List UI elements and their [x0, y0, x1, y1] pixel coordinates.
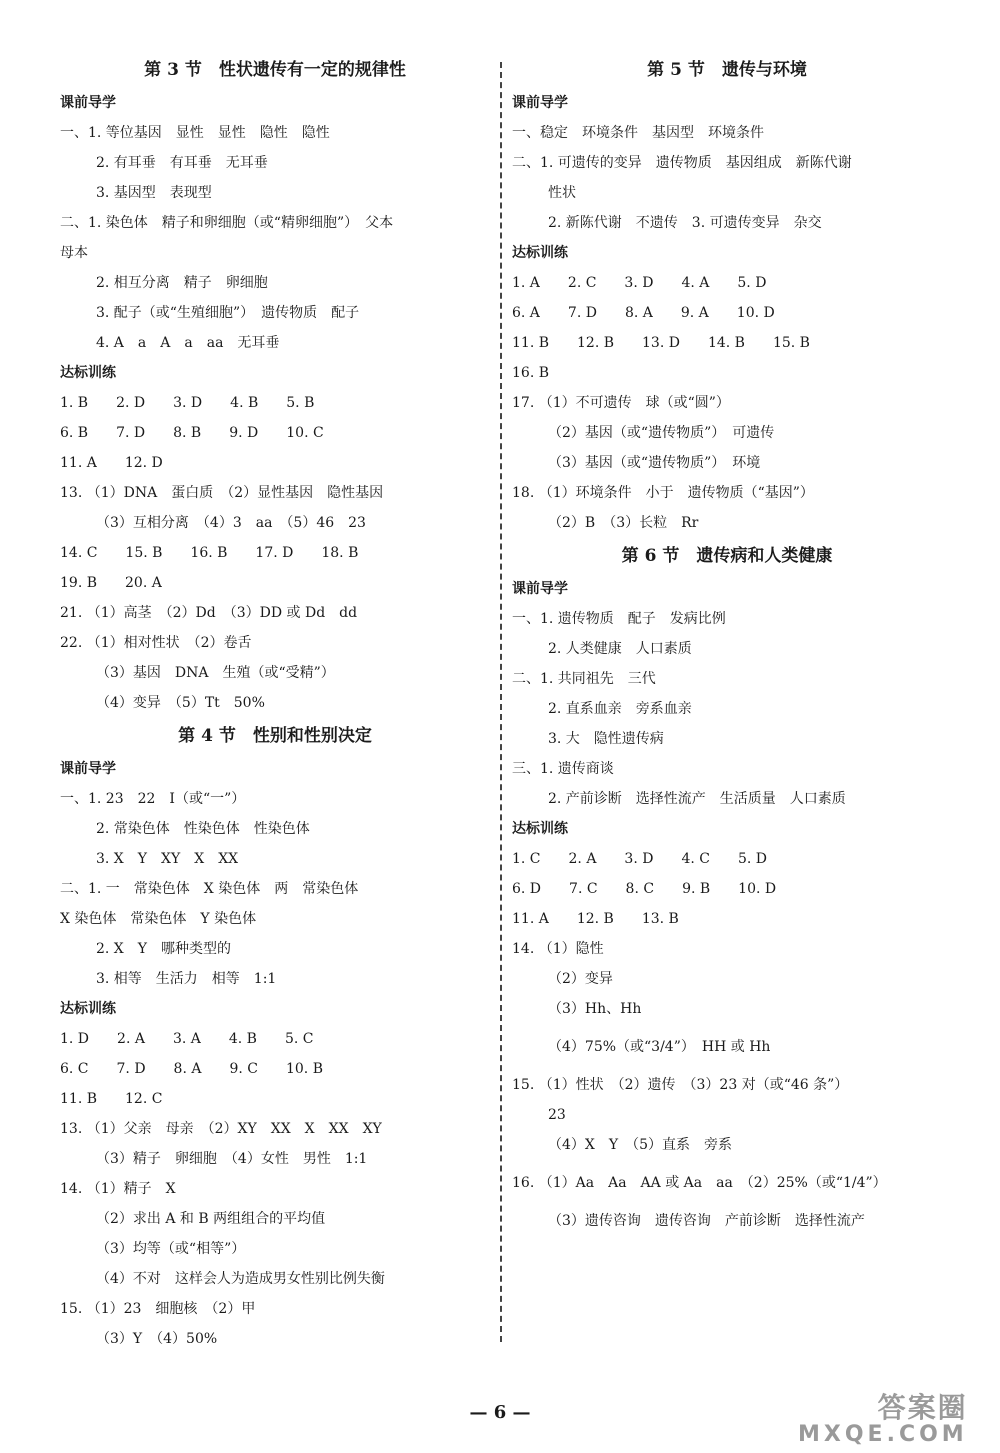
- answer-line: （4）不对 这样会人为造成男女性别比例失衡: [96, 1271, 385, 1287]
- answer-line: 1. B 2. D 3. D 4. B 5. B: [60, 395, 315, 411]
- answer-line: 14. C 15. B 16. B 17. D 18. B: [60, 545, 359, 561]
- answer-line: （3）基因（或“遗传物质”） 环境: [548, 455, 761, 471]
- answer-line: 6. C 7. D 8. A 9. C 10. B: [60, 1061, 323, 1077]
- answer-line: 11. A 12. B 13. B: [512, 911, 679, 927]
- answer-line: 2. 常染色体 性染色体 性染色体: [96, 821, 310, 837]
- answer-line: （3）基因 DNA 生殖（或“受精”）: [96, 665, 335, 681]
- answer-line: 17. （1）不可遗传 球（或“圆”）: [512, 395, 730, 411]
- answer-line: 13. （1）父亲 母亲 （2）XY XX X XX XY: [60, 1121, 382, 1137]
- section-6-title: 第 6 节 遗传病和人类健康: [621, 546, 833, 566]
- answer-line: 2. 产前诊断 选择性流产 生活质量 人口素质: [548, 791, 846, 807]
- answer-line: 3. 配子（或“生殖细胞”） 遗传物质 配子: [96, 305, 360, 321]
- answer-line: 三、1. 遗传商谈: [512, 761, 614, 777]
- answer-line: （3）互相分离 （4）3 aa （5）46 23: [96, 515, 366, 531]
- answer-line: （4）75%（或“3/4”） HH 或 Hh: [548, 1039, 771, 1055]
- answer-line: 1. C 2. A 3. D 4. C 5. D: [512, 851, 768, 867]
- answer-line: 13. （1）DNA 蛋白质 （2）显性基因 隐性基因: [60, 485, 384, 501]
- answer-line: 一、稳定 环境条件 基因型 环境条件: [512, 125, 764, 141]
- answer-line: 2. 新陈代谢 不遗传 3. 可遗传变异 杂交: [548, 215, 822, 231]
- answer-line: 1. A 2. C 3. D 4. A 5. D: [512, 275, 767, 291]
- answer-line: 1. D 2. A 3. A 4. B 5. C: [60, 1031, 314, 1047]
- section-6-pre-heading: 课前导学: [512, 581, 568, 597]
- answer-line: 一、1. 遗传物质 配子 发病比例: [512, 611, 726, 627]
- answer-line: 6. D 7. C 8. C 9. B 10. D: [512, 881, 777, 897]
- answer-line: 一、1. 23 22 I（或“一”）: [60, 791, 246, 807]
- answer-line: 15. （1）23 细胞核 （2）甲: [60, 1301, 256, 1317]
- answer-line: 3. 基因型 表现型: [96, 185, 212, 201]
- answer-line: 16. B: [512, 365, 550, 381]
- answer-line: 3. 相等 生活力 相等 1:1: [96, 971, 277, 987]
- section-3-pre-heading: 课前导学: [60, 95, 116, 111]
- watermark-logo: [798, 1393, 968, 1447]
- answer-line: 19. B 20. A: [60, 575, 162, 591]
- answer-line: 二、1. 染色体 精子和卵细胞（或“精卵细胞”） 父本: [60, 215, 394, 231]
- answer-line: 2. 直系血亲 旁系血亲: [548, 701, 692, 717]
- page-number: — 6 —: [469, 1402, 531, 1423]
- answer-line: 性状: [548, 185, 576, 201]
- answer-line: （3）Hh、Hh: [548, 1001, 642, 1017]
- answer-line: 2. 相互分离 精子 卵细胞: [96, 275, 268, 291]
- answer-line: 一、1. 等位基因 显性 显性 隐性 隐性: [60, 125, 330, 141]
- answer-line: （3）均等（或“相等”）: [96, 1241, 246, 1257]
- left-column: [60, 52, 490, 1354]
- answer-line: X 染色体 常染色体 Y 染色体: [60, 911, 257, 927]
- section-5-train-heading: 达标训练: [512, 245, 568, 261]
- answer-line: 6. B 7. D 8. B 9. D 10. C: [60, 425, 324, 441]
- answer-line: （3）精子 卵细胞 （4）女性 男性 1:1: [96, 1151, 368, 1167]
- watermark-url: MXQE.COM: [798, 1422, 968, 1447]
- section-3-train-heading: 达标训练: [60, 365, 116, 381]
- answer-line: 二、1. 一 常染色体 X 染色体 两 常染色体: [60, 881, 359, 897]
- answer-line: 3. 大 隐性遗传病: [548, 731, 664, 747]
- section-5-title: 第 5 节 遗传与环境: [647, 60, 807, 80]
- right-column: [512, 52, 942, 1236]
- answer-line: 6. A 7. D 8. A 9. A 10. D: [512, 305, 775, 321]
- answer-line: 21. （1）高茎 （2）Dd （3）DD 或 Dd dd: [60, 605, 358, 621]
- column-divider: [500, 62, 502, 1342]
- answer-line: 14. （1）隐性: [512, 941, 604, 957]
- section-4-pre-heading: 课前导学: [60, 761, 116, 777]
- answer-line: （2）基因（或“遗传物质”） 可遗传: [548, 425, 775, 441]
- watermark-text: 答案圈: [877, 1391, 968, 1424]
- answer-line: 母本: [60, 245, 88, 261]
- answer-line: （3）Y （4）50%: [96, 1331, 218, 1347]
- answer-line: 2. 人类健康 人口素质: [548, 641, 692, 657]
- section-3-title: 第 3 节 性状遗传有一定的规律性: [144, 60, 406, 80]
- answer-line: （4）X Y （5）直系 旁系: [548, 1137, 733, 1153]
- answer-line: 18. （1）环境条件 小于 遗传物质（“基因”）: [512, 485, 814, 501]
- answer-line: （3）遗传咨询 遗传咨询 产前诊断 选择性流产: [548, 1213, 865, 1229]
- answer-line: 二、1. 共同祖先 三代: [512, 671, 656, 687]
- section-6-train-heading: 达标训练: [512, 821, 568, 837]
- answer-line: （4）变异 （5）Tt 50%: [96, 695, 265, 711]
- answer-line: （2）B （3）长粒 Rr: [548, 515, 699, 531]
- section-4-train-heading: 达标训练: [60, 1001, 116, 1017]
- answer-line: 2. 有耳垂 有耳垂 无耳垂: [96, 155, 268, 171]
- answer-line: 11. B 12. C: [60, 1091, 163, 1107]
- section-5-pre-heading: 课前导学: [512, 95, 568, 111]
- answer-line: 11. B 12. B 13. D 14. B 15. B: [512, 335, 810, 351]
- answer-line: 14. （1）精子 X: [60, 1181, 176, 1197]
- answer-line: 3. X Y XY X XX: [96, 851, 239, 867]
- answer-line: 11. A 12. D: [60, 455, 163, 471]
- answer-line: 二、1. 可遗传的变异 遗传物质 基因组成 新陈代谢: [512, 155, 852, 171]
- answer-line: 4. A a A a aa 无耳垂: [96, 335, 280, 351]
- answer-line: 15. （1）性状 （2）遗传 （3）23 对（或“46 条”）: [512, 1077, 849, 1093]
- answer-line: 22. （1）相对性状 （2）卷舌: [60, 635, 252, 651]
- answer-line: 16. （1）Aa Aa AA 或 Aa aa （2）25%（或“1/4”）: [512, 1175, 887, 1191]
- answer-line: 23: [548, 1107, 566, 1123]
- answer-line: （2）求出 A 和 B 两组组合的平均值: [96, 1211, 326, 1227]
- section-4-title: 第 4 节 性别和性别决定: [178, 726, 372, 746]
- answer-line: （2）变异: [548, 971, 613, 987]
- answer-line: 2. X Y 哪种类型的: [96, 941, 232, 957]
